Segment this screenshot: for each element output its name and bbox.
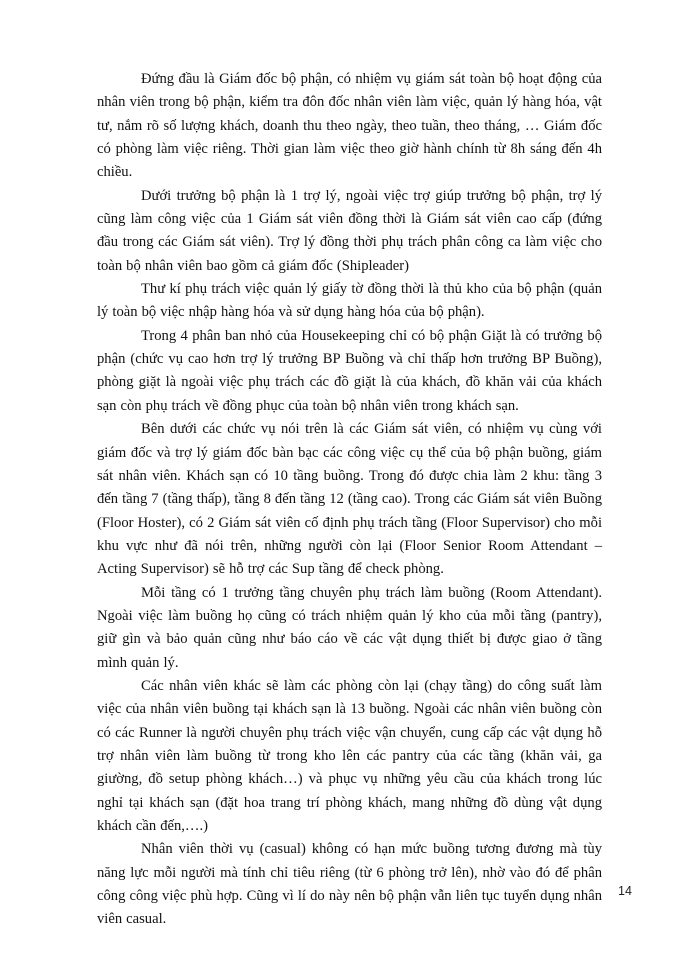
paragraph-laundry: Trong 4 phân ban nhỏ của Housekeeping chỉ có bộ phận Giặt là có trưởng bộ phận (chức vụ cao hơn trợ lý trưởng BP Buồng và chỉ thấp hơn trưởng BP Buồng), phòng giặt là ngoài việc phụ trách các đồ giặt là của khách, đồ khăn vải của khách sạn còn phụ trách về đồng phục của toàn bộ nhân viên trong khách sạn. — [97, 327, 602, 414]
page-number: 14 — [618, 884, 632, 898]
paragraph-director: Đứng đầu là Giám đốc bộ phận, có nhiệm vụ giám sát toàn bộ hoạt động của nhân viên trong bộ phận, kiểm tra đôn đốc nhân viên làm việc, quản lý hàng hóa, vật tư, nắm rõ số lượng khách, doanh thu theo ngày, theo tuần, theo tháng, … Giám đốc có phòng làm việc riêng. Thời gian làm việc theo giờ hành chính từ 8h sáng đến 4h chiều. — [97, 71, 602, 181]
paragraph-floor-leader: Mỗi tầng có 1 trưởng tầng chuyên phụ trách làm buồng (Room Attendant). Ngoài việc làm buồng họ cũng có trách nhiệm quản lý kho của mỗi tầng (pantry), giữ gìn và bảo quản cũng như báo cáo về các vật dụng thiết bị được giao ở tầng mình quản lý. — [97, 584, 602, 671]
paragraph-secretary: Thư kí phụ trách việc quản lý giấy tờ đồng thời là thủ kho của bộ phận (quản lý toàn bộ việc nhập hàng hóa và sử dụng hàng hóa của bộ phận). — [97, 281, 602, 321]
document-body — [97, 68, 602, 932]
paragraph-other-staff: Các nhân viên khác sẽ làm các phòng còn lại (chạy tầng) do công suất làm việc của nhân viên buồng tại khách sạn là 13 buồng. Ngoài các nhân viên buồng còn có các Runner là người chuyên phụ trách việc vận chuyển, cung cấp các vật dụng hỗ trợ nhân viên làm buồng từ trong kho lên các pantry của các tầng (khăn vải, ga giường, đồ setup phòng khách…) và phục vụ những yêu cầu của khách trong lúc nghỉ tại khách sạn (đặt hoa trang trí phòng khách, mang những đồ dùng vật dụng khách cần đến,….) — [97, 677, 602, 834]
paragraph-assistant: Dưới trưởng bộ phận là 1 trợ lý, ngoài việc trợ giúp trưởng bộ phận, trợ lý cũng làm công việc của 1 Giám sát viên đồng thời là Giám sát viên cao cấp (đứng đầu trong các Giám sát viên). Trợ lý đồng thời phụ trách phân công ca làm việc cho toàn bộ nhân viên bao gồm cả giám đốc (Shipleader) — [97, 187, 602, 274]
paragraph-supervisors: Bên dưới các chức vụ nói trên là các Giám sát viên, có nhiệm vụ cùng với giám đốc và trợ lý giám đốc bàn bạc các công việc cụ thể của bộ phận buồng, giám sát nhân viên. Khách sạn có 10 tầng buồng. Trong đó được chia làm 2 khu: tầng 3 đến tầng 7 (tầng thấp), tầng 8 đến tầng 12 (tầng cao). Trong các Giám sát viên Buồng (Floor Hoster), có 2 Giám sát viên cố định phụ trách tầng (Floor Supervisor) cho mỗi khu vực như đã nói trên, những người còn lại (Floor Senior Room Attendant – Acting Supervisor) sẽ hỗ trợ các Sup tầng để check phòng. — [97, 421, 602, 578]
paragraph-casual-staff: Nhân viên thời vụ (casual) không có hạn mức buồng tương đương mà tùy năng lực mỗi người mà tính chỉ tiêu riêng (từ 6 phòng trở lên), nhờ vào đó để phân công công việc phù hợp. Cũng vì lí do này nên bộ phận vẫn liên tục tuyển dụng nhân viên casual. — [97, 841, 602, 928]
